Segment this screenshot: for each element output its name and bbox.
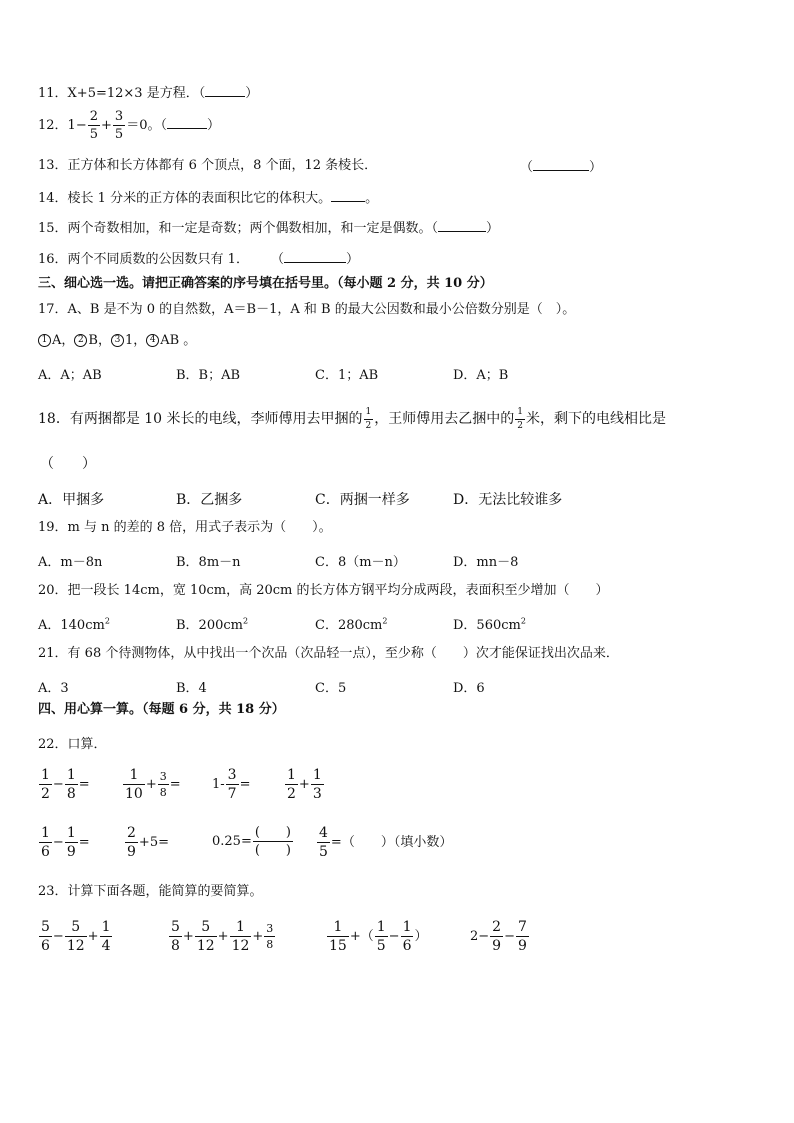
q12-close: ）	[206, 118, 220, 133]
q14-text: 14．棱长 1 分米的正方体的表面积比它的体积大。	[38, 191, 332, 206]
circled-number: 2	[74, 334, 87, 347]
q22-expr-7: 0.25= $\frac{( )}{( )}$	[212, 825, 291, 858]
plus-sign: +	[101, 118, 112, 133]
answer-blank[interactable]	[167, 116, 207, 129]
section-3-heading: 三、细心选一选。请把正确答案的序号填在括号里。（每小题 2 分，共 10 分）	[38, 276, 493, 291]
q12-tail: ＝0。（	[126, 118, 167, 133]
question-14: 14．棱长 1 分米的正方体的表面积比它的体积大。 。	[38, 191, 379, 206]
q18-option-a[interactable]: A．甲捆多	[38, 492, 105, 508]
q20-option-d[interactable]: D．$560cm^2$	[453, 616, 526, 633]
q23-expr-4: 2− $\frac{2}{9}$ − $\frac{7}{9}$	[470, 919, 527, 954]
q20-option-c[interactable]: C．$280cm^2$	[315, 616, 388, 633]
question-15: 15．两个奇数相加，和一定是奇数；两个偶数相加，和一定是偶数。（ ）	[38, 221, 500, 236]
fraction: $\frac{3}{5}$	[114, 109, 124, 142]
circled-number: 1	[38, 334, 51, 347]
q17-option-b[interactable]: B．B；AB	[176, 368, 241, 383]
answer-blank[interactable]	[284, 250, 346, 263]
q18-answer-paren[interactable]: （ ）	[40, 456, 96, 472]
q19-option-a[interactable]: A．m－8n	[38, 555, 103, 570]
q13-text: 13．正方体和长方体都有 6 个顶点，8 个面，12 条棱长．	[38, 158, 378, 173]
q13-answer: （ ）	[520, 160, 603, 175]
q23-expr-2: $\frac{5}{8}$ + $\frac{5}{12}$ + $\frac{1}{12}$ + $\frac{3}{8}$	[171, 919, 274, 954]
answer-blank[interactable]	[331, 189, 365, 202]
q18-option-c[interactable]: C．两捆一样多	[315, 492, 410, 508]
question-16: 16．两个不同质数的公因数只有 1． （ ）	[38, 252, 359, 267]
question-19: 19．m 与 n 的差的 8 倍，用式子表示为（ ）。	[38, 520, 332, 535]
q20-option-b[interactable]: B．$200cm^2$	[176, 616, 249, 633]
q17-circled-items: 1 A， 2 B， 3 1， 4 AB 。	[38, 333, 196, 349]
q22-expr-2: $\frac{1}{10}$ + $\frac{3}{8}$ =	[125, 767, 181, 802]
q23-expr-1: $\frac{5}{6}$ − $\frac{5}{12}$ + $\frac{1}{4}$	[41, 919, 111, 954]
question-21: 21．有 68 个待测物体，从中找出一个次品（次品轻一点），至少称（ ）次才能保证找出次品来．	[38, 646, 619, 661]
q12-prefix: 12．1−	[38, 118, 87, 133]
q21-option-b[interactable]: B．4	[176, 681, 207, 696]
question-22-title: 22．口算．	[38, 737, 107, 752]
answer-blank[interactable]	[533, 158, 589, 171]
q19-option-b[interactable]: B．8m－n	[176, 555, 241, 570]
q22-expr-5: $\frac{1}{6}$ − $\frac{1}{9}$ =	[41, 825, 90, 860]
q16-text: 16．两个不同质数的公因数只有 1．	[38, 252, 249, 267]
fraction: $\frac{1}{2}$	[517, 406, 523, 431]
q23-expr-3: $\frac{1}{15}$ +（ $\frac{1}{5}$ − $\frac{1}{6}$ ）	[329, 919, 428, 954]
question-17: 17．A、B 是不为 0 的自然数，A＝B－1，A 和 B 的最大公因数和最小公倍数分别是（ ）。	[38, 302, 576, 317]
question-12	[38, 110, 220, 142]
q22-expr-8: $\frac{4}{5}$ =（ ）（填小数）	[319, 825, 453, 860]
q21-option-a[interactable]: A．3	[38, 681, 69, 696]
q11-text: 11．X+5=12×3 是方程．（	[38, 86, 206, 101]
answer-fraction[interactable]: $\frac{( )}{( )}$	[254, 825, 291, 858]
q17-option-c[interactable]: C．1；AB	[315, 368, 379, 383]
q22-expr-4: $\frac{1}{2}$ + $\frac{1}{3}$	[287, 767, 322, 802]
q22-expr-3: 1- $\frac{3}{7}$ =	[212, 767, 251, 802]
fraction: $\frac{1}{2}$	[365, 406, 372, 431]
q22-expr-6: $\frac{2}{9}$ +5=	[127, 825, 169, 860]
q21-option-c[interactable]: C．5	[315, 681, 347, 696]
question-20: 20．把一段长 14cm，宽 10cm，高 20cm 的长方体方钢平均分成两段，表面积至少增加（ ）	[38, 583, 609, 598]
q15-text: 15．两个奇数相加，和一定是奇数；两个偶数相加，和一定是偶数。（	[38, 221, 439, 236]
q22-expr-1: $\frac{1}{2}$ − $\frac{1}{8}$ =	[41, 767, 90, 802]
q17-option-a[interactable]: A．A；AB	[38, 368, 102, 383]
q17-option-d[interactable]: D．A；B	[453, 368, 509, 383]
question-13	[38, 158, 377, 174]
question-18: 18．有两捆都是 10 米长的电线，李师傅用去甲捆的 $\frac{1}{2}$ ，王师傅用去乙捆中的 $\frac{1}{2}$ 米，剩下的电线相比是	[38, 406, 666, 431]
q11-close: ）	[245, 86, 259, 101]
fraction: $\frac{2}{5}$	[89, 109, 98, 142]
question-11	[38, 84, 258, 102]
circled-number: 3	[111, 334, 124, 347]
answer-blank[interactable]	[438, 219, 486, 232]
q21-option-d[interactable]: D．6	[453, 681, 485, 696]
q19-option-d[interactable]: D．mn－8	[453, 555, 519, 570]
q20-option-a[interactable]: A．$140cm^2$	[38, 616, 110, 633]
q19-option-c[interactable]: C．8（m－n）	[315, 555, 406, 570]
question-23-title: 23．计算下面各题，能简算的要简算。	[38, 884, 263, 899]
q18-option-d[interactable]: D．无法比较谁多	[453, 492, 563, 508]
section-4-heading: 四、用心算一算。（每题 6 分，共 18 分）	[38, 702, 285, 717]
circled-number: 4	[146, 334, 159, 347]
q18-option-b[interactable]: B．乙捆多	[176, 492, 243, 508]
answer-blank[interactable]	[205, 84, 245, 97]
